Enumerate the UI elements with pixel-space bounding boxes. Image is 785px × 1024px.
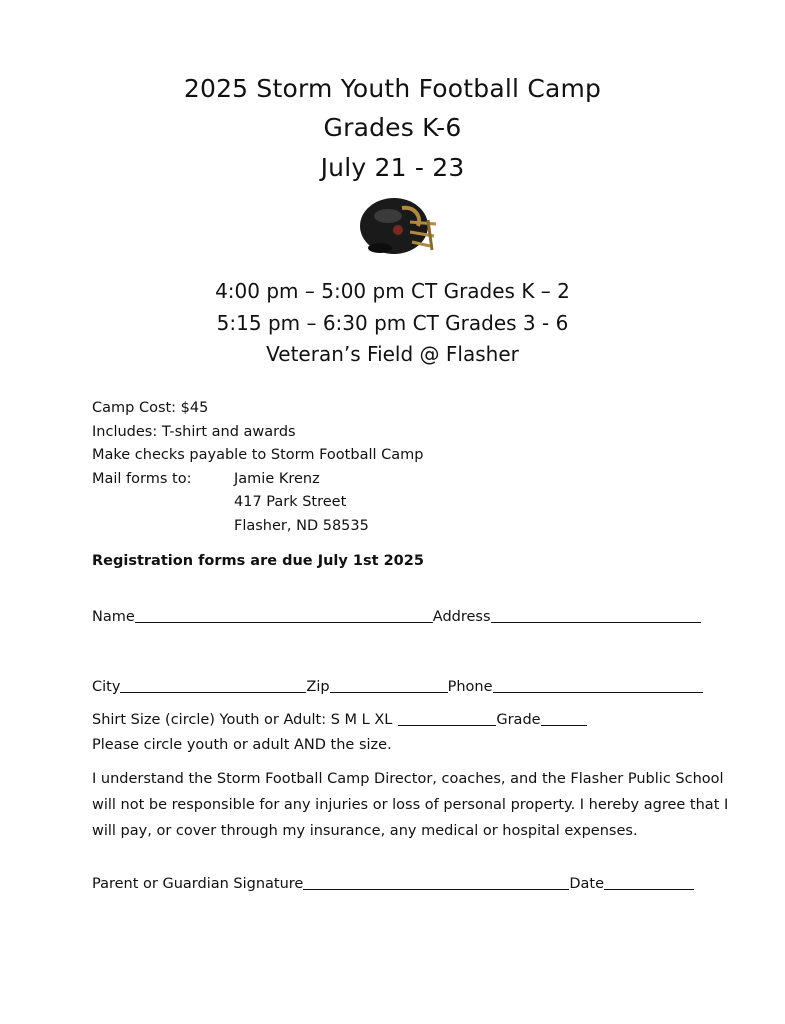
circle-note: Please circle youth or adult AND the size. (92, 737, 392, 753)
phone-label: Phone (447, 679, 493, 695)
mail-name: Jamie Krenz (234, 471, 320, 487)
shirt-grade-row (92, 711, 587, 728)
camp-dates: July 21 - 23 (320, 153, 465, 182)
camp-grades: Grades K-6 (323, 113, 462, 142)
camp-cost: Camp Cost: $45 (92, 400, 209, 416)
phone-field[interactable] (493, 678, 703, 693)
shirt-size-field[interactable] (398, 711, 496, 726)
address-label: Address (432, 609, 491, 625)
checks-payable: Make checks payable to Storm Football Camp (92, 447, 424, 463)
signature-field[interactable] (303, 875, 569, 890)
zip-field[interactable] (330, 678, 448, 693)
city-field[interactable] (120, 678, 306, 693)
schedule-line-36: 5:15 pm – 6:30 pm CT Grades 3 - 6 (216, 311, 569, 335)
camp-includes: Includes: T-shirt and awards (92, 424, 296, 440)
mail-street: 417 Park Street (234, 494, 347, 510)
city-label: City (92, 679, 121, 695)
date-field[interactable] (604, 875, 694, 890)
schedule-line-k2: 4:00 pm – 5:00 pm CT Grades K – 2 (215, 279, 570, 303)
mail-label: Mail forms to: (92, 471, 192, 487)
mail-city: Flasher, ND 58535 (234, 518, 369, 534)
camp-title: 2025 Storm Youth Football Camp (183, 74, 602, 103)
waiver-text: I understand the Storm Football Camp Director, coaches, and the Flasher Public School will not be responsible for any injuries or loss of personal property. I hereby agree that I will pay, or cover through my insurance, any medical or hospital expenses. (92, 771, 729, 839)
grade-label: Grade (496, 712, 541, 728)
zip-label: Zip (306, 679, 330, 695)
date-label: Date (569, 876, 605, 892)
location: Veteran’s Field @ Flasher (266, 342, 519, 366)
signature-date-row (92, 875, 694, 892)
address-field[interactable] (491, 608, 701, 623)
grade-field[interactable] (541, 711, 587, 726)
name-field[interactable] (135, 608, 433, 623)
city-zip-phone-row (92, 678, 703, 695)
shirt-size-label: Shirt Size (circle) Youth or Adult: S M L XL (92, 712, 393, 728)
football-helmet-icon (358, 196, 438, 258)
signature-label: Parent or Guardian Signature (92, 876, 304, 892)
deadline: Registration forms are due July 1st 2025 (92, 553, 424, 569)
name-label: Name (92, 609, 135, 625)
name-address-row (92, 608, 701, 625)
